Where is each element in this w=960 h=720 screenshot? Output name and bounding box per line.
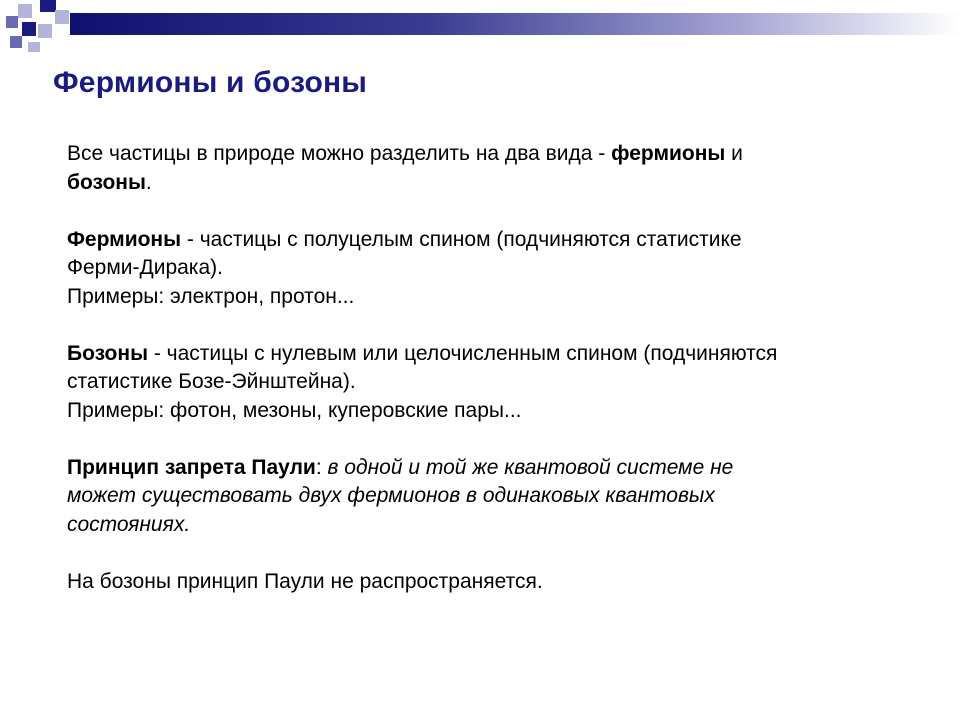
fermions-examples: Примеры: электрон, протон... <box>67 284 355 308</box>
deco-square <box>38 24 52 38</box>
fermions-definition: - частицы с полуцелым спином (подчиняются статистике <box>181 227 742 251</box>
pauli-statement: в одной и той же квантовой системе не <box>327 455 734 479</box>
slide-title: Фермионы и бозоны <box>53 66 368 99</box>
fermions-line-2: Ферми-Дирака). <box>67 256 223 279</box>
intro-text: Все частицы в природе можно разделить на два вида - <box>67 142 612 165</box>
bosons-line-1 <box>67 340 927 369</box>
fermions-highlight: фермионы <box>611 142 726 165</box>
slide-body <box>67 140 927 625</box>
pauli-term: Принцип запрета Паули <box>67 455 316 479</box>
pauli-colon: : <box>315 455 328 479</box>
fermions-paragraph <box>67 226 927 312</box>
fermions-line-1 <box>67 226 927 255</box>
intro-conjunction: и <box>725 142 743 165</box>
intro-period: . <box>145 170 152 194</box>
note-paragraph <box>67 568 927 597</box>
deco-square <box>40 0 56 12</box>
intro-line-1 <box>67 140 927 169</box>
header-decoration <box>0 0 960 60</box>
deco-square <box>55 10 69 24</box>
pauli-paragraph <box>67 454 927 540</box>
intro-paragraph <box>67 140 927 197</box>
deco-square <box>18 4 32 18</box>
pauli-statement-end: состояниях. <box>67 512 191 536</box>
pauli-line-2 <box>67 482 927 511</box>
bosons-paragraph <box>67 340 927 426</box>
bosons-definition: - частицы с нулевым или целочисленным спином (подчиняются <box>148 341 778 365</box>
pauli-statement-cont: может существовать двух фермионов в одинаковых квантовых <box>67 484 715 507</box>
note-text: На бозоны принцип Паули не распространяется. <box>67 569 543 593</box>
bosons-examples: Примеры: фотон, мезоны, куперовские пары... <box>67 398 522 422</box>
intro-line-2 <box>67 169 927 198</box>
header-gradient-bar <box>70 13 960 35</box>
deco-square <box>10 36 22 48</box>
deco-square <box>22 22 36 36</box>
pauli-line-3 <box>67 511 927 540</box>
bosons-term: Бозоны <box>67 341 149 365</box>
deco-square <box>6 16 18 28</box>
bosons-line-2: статистике Бозе-Эйнштейна). <box>67 370 356 393</box>
deco-square <box>28 42 40 52</box>
pauli-line-1 <box>67 454 927 483</box>
fermions-term: Фермионы <box>67 227 182 251</box>
bosons-highlight: бозоны <box>67 170 146 194</box>
